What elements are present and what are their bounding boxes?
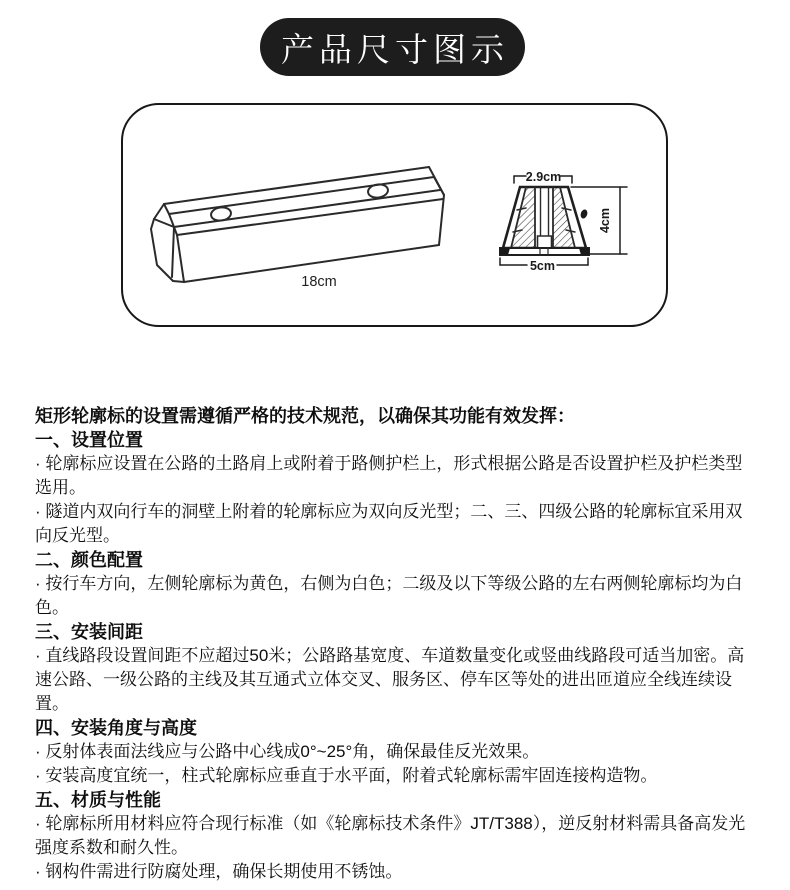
spec-bullet: · 安装高度宜统一，柱式轮廓标应垂直于水平面，附着式轮廓标需牢固连接构造物。 [35, 766, 658, 785]
spec-bullet: · 按行车方向，左侧轮廓标为黄色，右侧为白色；二级及以下等级公路的左右两侧轮廓标均为白色。 [35, 574, 743, 617]
bar-length-label: 18cm [301, 274, 337, 290]
section-title-placement: 一、设置位置 [35, 430, 143, 450]
bar-right-end [429, 167, 444, 245]
top-width-label: 2.9cm [525, 170, 562, 184]
bottom-width-label: 5cm [529, 259, 556, 273]
isometric-bar-view [151, 167, 444, 282]
center-slot [541, 187, 549, 236]
section-title-color: 二、颜色配置 [35, 550, 143, 570]
section-title-material: 五、材质与性能 [35, 790, 161, 810]
height-label: 4cm [598, 207, 612, 234]
spec-bullet: · 轮廓标所用材料应符合现行标准（如《轮廓标技术条件》JT/T388），逆反射材料需具备高发光强度系数和耐久性。 [35, 814, 746, 857]
section-title-spacing: 三、安装间距 [35, 622, 143, 642]
base-plate [500, 248, 589, 255]
title-banner [260, 18, 525, 76]
page-title: 产品尺寸图示 [281, 30, 509, 68]
spec-intro: 矩形轮廓标的设置需遵循严格的技术规范，以确保其功能有效发挥： [35, 406, 575, 426]
spec-bullet: · 轮廓标应设置在公路的土路肩上或附着于路侧护栏上，形式根据公路是否设置护栏及护栏类型选用。 [35, 454, 743, 497]
dimension-diagram-panel [121, 103, 668, 327]
spec-bullet: · 直线路段设置间距不应超过50米；公路路基宽度、车道数量变化或竖曲线路段可适当加密。高速公路、一级公路的主线及其互通式立体交叉、服务区、停车区等处的进出匝道应全线连续设置。 [35, 646, 745, 713]
spec-bullet: · 钢构件需进行防腐处理，确保长期使用不锈蚀。 [35, 862, 403, 881]
product-dimension-drawing [123, 105, 666, 325]
spec-bullet: · 反射体表面法线应与公路中心线成0°~25°角，确保最佳反光效果。 [35, 742, 540, 761]
spec-bullet: · 隧道内双向行车的洞壁上附着的轮廓标应为双向反光型；二、三、四级公路的轮廓标宜采用双向反光型。 [35, 502, 743, 545]
side-clip [579, 209, 588, 220]
specification-text [35, 404, 758, 884]
section-title-angle-height: 四、安装角度与高度 [35, 718, 197, 738]
